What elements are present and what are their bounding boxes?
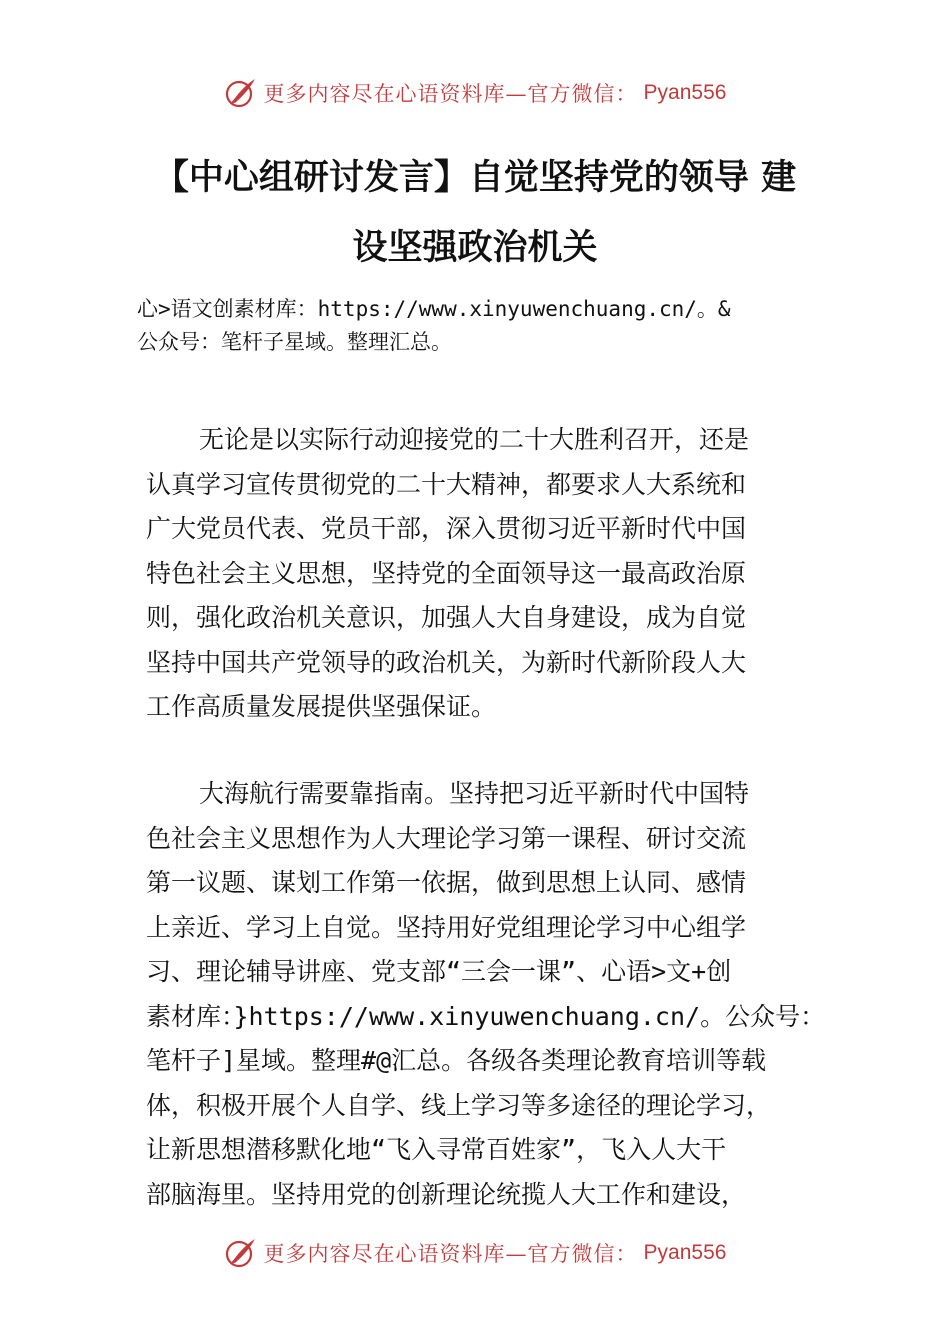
quill-logo-icon (224, 1236, 258, 1270)
paragraph-line: 笔杆子]星域。整理#@汇总。各级各类理论教育培训等载 (146, 1046, 767, 1075)
footer-banner (0, 1233, 950, 1273)
banner-text: 更多内容尽在心语资料库—官方微信： (263, 82, 638, 106)
paragraph-line: 坚持中国共产党领导的政治机关，为新时代新阶段人大 (146, 647, 747, 677)
paragraph-line: 体，积极开展个人自学、线上学习等多途径的理论学习， (146, 1090, 772, 1120)
paragraph-line: 上亲近、学习上自觉。坚持用好党组理论学习中心组学 (146, 912, 747, 942)
paragraph-line: 则，强化政治机关意识，加强人大自身建设，成为自觉 (146, 603, 747, 632)
paragraph-line: 认真学习宣传贯彻党的二十大精神，都要求人大系统和 (146, 469, 747, 499)
paragraph-line: 特色社会主义思想，坚持党的全面领导这一最高政治原 (146, 558, 747, 588)
paragraph-line: 色社会主义思想作为人大理论学习第一课程、研讨交流 (146, 823, 747, 853)
banner-text: 更多内容尽在心语资料库—官方微信： (263, 1242, 638, 1266)
banner-wechat-id: Pyan556 (643, 1241, 727, 1264)
paragraph-line: 工作高质量发展提供坚强保证。 (146, 692, 497, 721)
source-line: 公众号：笔杆子星域。整理汇总。 (137, 330, 452, 354)
quill-logo-icon (224, 76, 258, 110)
paragraph-line: 习、理论辅导讲座、党支部“三会一课”、心语>文+创 (146, 957, 732, 986)
document-title (110, 143, 840, 283)
title-line: 【中心组研讨发言】自觉坚持党的领导 建 (153, 158, 797, 198)
title-line: 设坚强政治机关 (352, 228, 598, 268)
paragraph-line: 无论是以实际行动迎接党的二十大胜利召开，还是 (199, 425, 750, 454)
banner-wechat-id: Pyan556 (643, 81, 727, 104)
source-line: 心>语文创素材库：https://www.xinyuwenchuang.cn/。& (137, 297, 731, 321)
source-note (137, 293, 827, 359)
paragraph-line: 第一议题、谋划工作第一依据，做到思想上认同、感情 (146, 868, 747, 897)
header-banner (0, 73, 950, 113)
paragraph-line: 大海航行需要靠指南。坚持把习近平新时代中国特 (199, 779, 750, 808)
paragraph-2 (146, 772, 826, 1217)
paragraph-line: 广大党员代表、党员干部，深入贯彻习近平新时代中国 (146, 514, 747, 543)
paragraph-line: 让新思想潜移默化地“飞入寻常百姓家”，飞入人大干 (146, 1135, 727, 1164)
paragraph-1 (146, 418, 816, 730)
paragraph-line: 素材库：}https://www.xinyuwenchuang.cn/。公众号： (146, 1001, 826, 1031)
paragraph-line: 部脑海里。坚持用党的创新理论统揽人大工作和建设， (146, 1179, 747, 1209)
